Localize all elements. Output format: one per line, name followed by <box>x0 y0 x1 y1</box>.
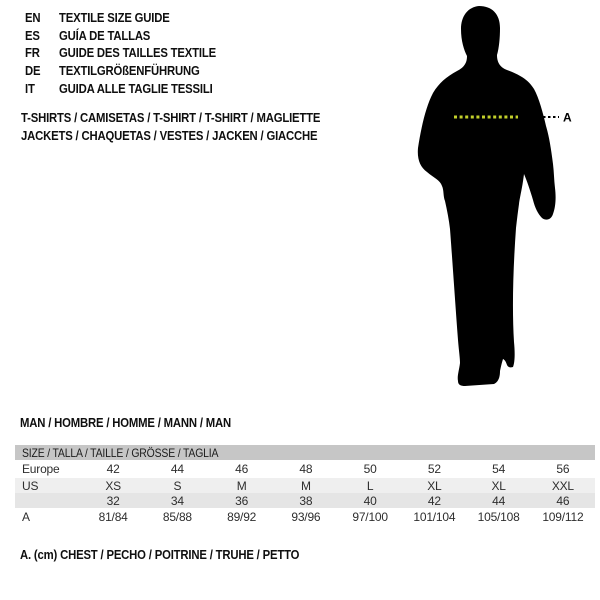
table-cell: 89/92 <box>210 508 274 526</box>
row-label <box>15 493 81 508</box>
man-silhouette-shape <box>418 6 556 386</box>
table-cell: 44 <box>467 493 531 508</box>
table-cell: 38 <box>274 493 338 508</box>
table-cell: 81/84 <box>81 508 145 526</box>
language-row-fr <box>25 44 239 62</box>
row-chest-a <box>15 508 595 526</box>
size-table-header: SIZE / TALLA / TAILLE / GRÖSSE / TAGLIA <box>22 445 219 460</box>
table-cell: 50 <box>338 460 402 478</box>
section-title-man: MAN / HOMBRE / HOMME / MANN / MAN <box>20 415 232 430</box>
language-code: ES <box>25 27 40 43</box>
man-silhouette-figure <box>400 0 600 400</box>
language-title: GUÍA DE TALLAS <box>59 27 151 43</box>
language-row-de <box>25 62 239 80</box>
table-cell: 42 <box>402 493 466 508</box>
table-cell: 85/88 <box>145 508 209 526</box>
language-row-es <box>25 27 239 45</box>
table-cell: 105/108 <box>467 508 531 526</box>
table-cell: M <box>210 478 274 493</box>
table-cell: 101/104 <box>402 508 466 526</box>
table-cell: 109/112 <box>531 508 595 526</box>
table-cell: L <box>338 478 402 493</box>
size-table-header-row <box>15 445 595 460</box>
language-title: TEXTILE SIZE GUIDE <box>59 10 170 25</box>
table-cell: 44 <box>145 460 209 478</box>
table-cell: 56 <box>531 460 595 478</box>
table-cell: 40 <box>338 493 402 508</box>
category-tshirts: T-SHIRTS / CAMISETAS / T-SHIRT / T-SHIRT / MAGLIETTE <box>21 110 321 125</box>
table-cell: 34 <box>145 493 209 508</box>
language-code: FR <box>25 45 40 61</box>
language-code: DE <box>25 63 41 79</box>
table-cell: 97/100 <box>338 508 402 526</box>
language-title: GUIDA ALLE TAGLIE TESSILI <box>59 80 213 96</box>
table-cell: XL <box>467 478 531 493</box>
table-cell: 46 <box>531 493 595 508</box>
table-cell: 32 <box>81 493 145 508</box>
table-cell: 46 <box>210 460 274 478</box>
language-row-en <box>25 9 239 27</box>
table-cell: M <box>274 478 338 493</box>
size-table <box>15 445 595 526</box>
language-legend <box>25 9 239 97</box>
category-jackets: JACKETS / CHAQUETAS / VESTES / JACKEN / GIACCHE <box>21 128 318 143</box>
table-cell: 48 <box>274 460 338 478</box>
table-cell: 42 <box>81 460 145 478</box>
row-europe <box>15 460 595 478</box>
table-cell: S <box>145 478 209 493</box>
row-label: US <box>15 478 81 493</box>
row-label: Europe <box>15 460 81 478</box>
row-label: A <box>15 508 81 526</box>
language-code: IT <box>25 80 35 96</box>
measurement-footnote: A. (cm) CHEST / PECHO / POITRINE / TRUHE / PETTO <box>20 547 300 562</box>
garment-categories <box>21 109 365 145</box>
table-cell: XL <box>402 478 466 493</box>
measure-label-a: A <box>563 110 572 125</box>
table-cell: 93/96 <box>274 508 338 526</box>
language-title: GUIDE DES TAILLES TEXTILE <box>59 45 216 61</box>
table-cell: XS <box>81 478 145 493</box>
table-cell: XXL <box>531 478 595 493</box>
table-cell: 54 <box>467 460 531 478</box>
row-numeric-size <box>15 493 595 508</box>
row-us <box>15 478 595 493</box>
language-title: TEXTILGRÖßENFÜHRUNG <box>59 63 200 79</box>
table-cell: 52 <box>402 460 466 478</box>
man-silhouette-svg <box>400 0 600 400</box>
table-cell: 36 <box>210 493 274 508</box>
language-code: EN <box>25 10 41 25</box>
language-row-it <box>25 80 239 98</box>
